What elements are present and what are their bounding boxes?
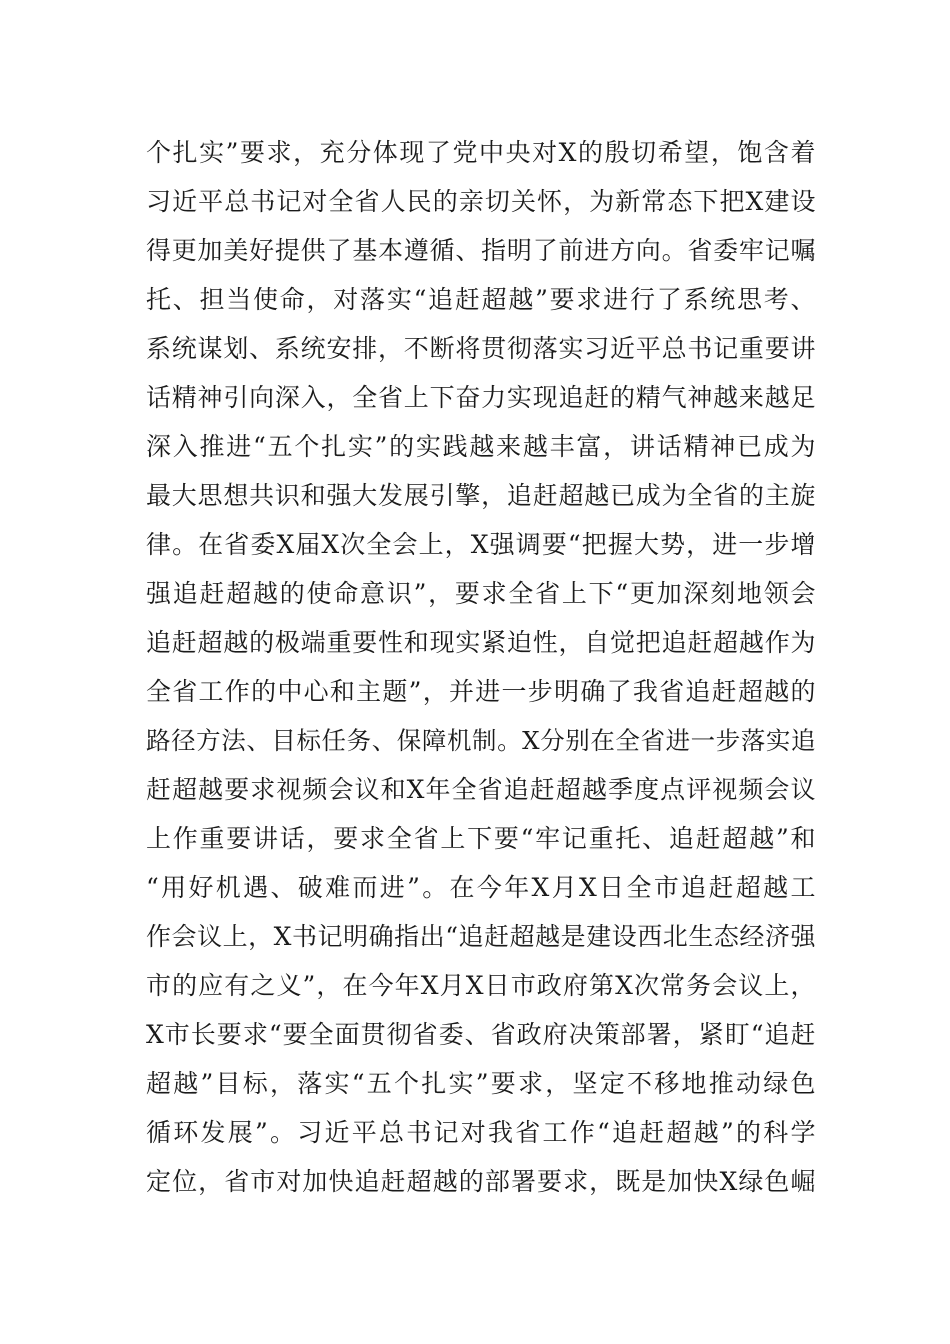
text-line-14: 赶超越要求视频会议和X年全省追赶超越季度点评视频会议 <box>146 775 816 804</box>
text-line-12: 全省工作的中心和主题”，并进一步明确了我省追赶超越的 <box>146 677 816 706</box>
text-line-7: 深入推进“五个扎实”的实践越来越丰富，讲话精神已成为 <box>146 432 816 461</box>
text-line-17: 作会议上，X书记明确指出“追赶超越是建设西北生态经济强 <box>146 922 816 951</box>
text-line-21: 循环发展”。习近平总书记对我省工作“追赶超越”的科学 <box>146 1118 816 1147</box>
text-line-13: 路径方法、目标任务、保障机制。X分别在全省进一步落实追 <box>146 726 816 755</box>
text-line-11: 追赶超越的极端重要性和现实紧迫性，自觉把追赶超越作为 <box>146 628 816 657</box>
text-line-3: 得更加美好提供了基本遵循、指明了前进方向。省委牢记嘱 <box>146 236 816 265</box>
text-line-4: 托、担当使命，对落实“追赶超越”要求进行了系统思考、 <box>146 285 816 314</box>
text-line-5: 系统谋划、系统安排，不断将贯彻落实习近平总书记重要讲 <box>146 334 816 363</box>
text-line-16: “用好机遇、破难而进”。在今年X月X日全市追赶超越工 <box>146 873 816 902</box>
text-line-10: 强追赶超越的使命意识”，要求全省上下“更加深刻地领会 <box>146 579 816 608</box>
text-line-22: 定位，省市对加快追赶超越的部署要求，既是加快X绿色崛 <box>146 1167 816 1196</box>
text-line-20: 超越”目标，落实“五个扎实”要求，坚定不移地推动绿色 <box>146 1069 816 1098</box>
text-line-18: 市的应有之义”，在今年X月X日市政府第X次常务会议上， <box>146 971 816 1000</box>
body-text <box>146 128 816 1206</box>
text-line-15: 上作重要讲话，要求全省上下要“牢记重托、追赶超越”和 <box>146 824 816 853</box>
text-line-19: X市长要求“要全面贯彻省委、省政府决策部署，紧盯“追赶 <box>146 1020 816 1049</box>
text-line-6: 话精神引向深入，全省上下奋力实现追赶的精气神越来越足 <box>146 383 816 412</box>
text-line-2: 习近平总书记对全省人民的亲切关怀，为新常态下把X建设 <box>146 187 816 216</box>
text-line-9: 律。在省委X届X次全会上，X强调要“把握大势，进一步增 <box>146 530 816 559</box>
text-line-8: 最大思想共识和强大发展引擎，追赶超越已成为全省的主旋 <box>146 481 816 510</box>
text-line-1: 个扎实”要求，充分体现了党中央对X的殷切希望，饱含着 <box>146 138 816 167</box>
